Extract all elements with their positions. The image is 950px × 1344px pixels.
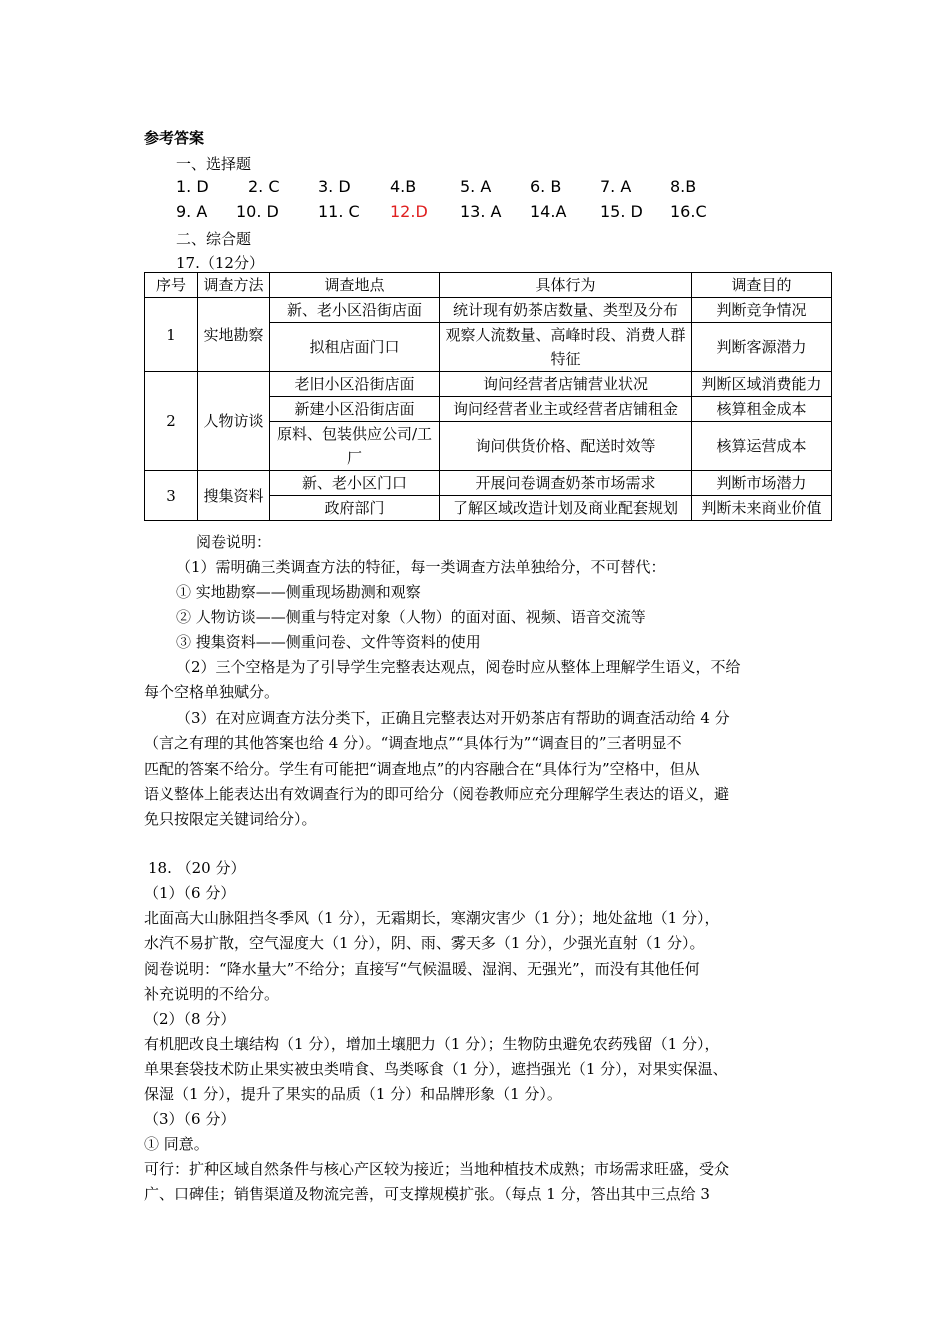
answer-line: 保湿（1 分），提升了果实的品质（1 分）和品牌形象（1 分）。 [144, 1085, 562, 1103]
answer-line: ① 同意。 [144, 1135, 209, 1153]
cell-place: 新建小区沿街店面 [270, 397, 440, 422]
cell-purpose: 核算运营成本 [692, 422, 832, 471]
cell-place: 拟租店面门口 [270, 323, 440, 372]
cell-purpose: 核算租金成本 [692, 397, 832, 422]
answer-item: 16.C [670, 202, 707, 221]
notes-heading: 阅卷说明： [196, 533, 272, 551]
survey-table [144, 272, 832, 521]
cell-purpose: 判断区域消费能力 [692, 372, 832, 397]
note-paragraph: （2）三个空格是为了引导学生完整表达观点，阅卷时应从整体上理解学生语义，不给 [176, 658, 741, 676]
answer-item: 15. D [600, 202, 643, 221]
cell-purpose: 判断未来商业价值 [692, 496, 832, 521]
answer-item: 8.B [670, 177, 697, 196]
cell-action: 询问供货价格、配送时效等 [440, 422, 692, 471]
answer-line: 广、口碑佳；销售渠道及物流完善，可支撑规模扩张。（每点 1 分，答出其中三点给 3 [144, 1185, 710, 1203]
answer-line: 水汽不易扩散，空气湿度大（1 分），阴、雨、雾天多（1 分），少强光直射（1 分）。 [144, 934, 705, 952]
note-method-2: ② 人物访谈——侧重与特定对象（人物）的面对面、视频、语音交流等 [176, 608, 646, 626]
answer-item-highlighted: 12.D [390, 202, 428, 221]
cell-place: 老旧小区沿街店面 [270, 372, 440, 397]
cell-method: 实地勘察 [198, 298, 270, 372]
cell-no: 3 [145, 471, 198, 521]
cell-action: 了解区域改造计划及商业配套规划 [440, 496, 692, 521]
note-paragraph: （1）需明确三类调查方法的特征，每一类调查方法单独给分，不可替代： [176, 558, 666, 576]
section-comprehensive-heading: 二、综合题 [176, 230, 252, 248]
answer-item: 5. A [460, 177, 492, 196]
answer-line: 有机肥改良土壤结构（1 分），增加土壤肥力（1 分）；生物防虫避免农药残留（1 分）， [144, 1035, 720, 1053]
table-header-cell: 调查方法 [198, 273, 270, 298]
note-method-3: ③ 搜集资料——侧重问卷、文件等资料的使用 [176, 633, 481, 651]
answer-item: 2. C [248, 177, 280, 196]
cell-method: 人物访谈 [198, 372, 270, 471]
note-paragraph: 每个空格单独赋分。 [144, 683, 280, 701]
table-row [145, 471, 832, 496]
table-row [145, 298, 832, 323]
q18-sub1-header: （1）（6 分） [144, 884, 236, 902]
answer-item: 6. B [530, 177, 562, 196]
q18-sub3-header: （3）（6 分） [144, 1110, 236, 1128]
answer-item: 1. D [176, 177, 209, 196]
table-header-cell: 序号 [145, 273, 198, 298]
table-header-cell: 调查地点 [270, 273, 440, 298]
cell-no: 1 [145, 298, 198, 372]
cell-no: 2 [145, 372, 198, 471]
cell-method: 搜集资料 [198, 471, 270, 521]
answer-item: 9. A [176, 202, 208, 221]
cell-place: 政府部门 [270, 496, 440, 521]
cell-purpose: 判断客源潜力 [692, 323, 832, 372]
table-row [145, 372, 832, 397]
q18-sub2-header: （2）（8 分） [144, 1010, 236, 1028]
answer-item: 11. C [318, 202, 360, 221]
cell-action: 开展问卷调查奶茶市场需求 [440, 471, 692, 496]
cell-place: 新、老小区沿街店面 [270, 298, 440, 323]
cell-place: 新、老小区门口 [270, 471, 440, 496]
answer-line: 单果套袋技术防止果实被虫类啃食、鸟类啄食（1 分），遮挡强光（1 分），对果实保温、 [144, 1060, 728, 1078]
cell-purpose: 判断竞争情况 [692, 298, 832, 323]
note-paragraph: （3）在对应调查方法分类下，正确且完整表达对开奶茶店有帮助的调查活动给 4 分 [176, 709, 730, 727]
q18-header: 18. （20 分） [148, 859, 246, 877]
note-method-1: ① 实地勘察——侧重现场勘测和观察 [176, 583, 421, 601]
answer-line: 北面高大山脉阻挡冬季风（1 分），无霜期长，寒潮灾害少（1 分）；地处盆地（1 分）， [144, 909, 720, 927]
page-title: 参考答案 [144, 129, 205, 147]
note-paragraph: 免只按限定关键词给分）。 [144, 810, 317, 828]
table-header-cell: 调查目的 [692, 273, 832, 298]
cell-action: 询问经营者店铺营业状况 [440, 372, 692, 397]
cell-action: 统计现有奶茶店数量、类型及分布 [440, 298, 692, 323]
table-header-row [145, 273, 832, 298]
cell-action: 观察人流数量、高峰时段、消费人群特征 [440, 323, 692, 372]
answer-item: 13. A [460, 202, 502, 221]
answer-line: 补充说明的不给分。 [144, 985, 280, 1003]
table-header-cell: 具体行为 [440, 273, 692, 298]
note-paragraph: （言之有理的其他答案也给 4 分）。“调查地点”“具体行为”“调查目的”三者明显不 [144, 734, 682, 752]
answer-item: 4.B [390, 177, 417, 196]
section-choice-heading: 一、选择题 [176, 155, 252, 173]
note-paragraph: 语义整体上能表达出有效调查行为的即可给分（阅卷教师应充分理解学生表达的语义，避 [144, 785, 730, 803]
cell-action: 询问经营者业主或经营者店铺租金 [440, 397, 692, 422]
answer-line: 阅卷说明：“降水量大”不给分；直接写“气候温暖、湿润、无强光”，而没有其他任何 [144, 960, 700, 978]
answer-item: 10. D [236, 202, 279, 221]
answer-item: 7. A [600, 177, 632, 196]
answer-item: 14.A [530, 202, 567, 221]
cell-purpose: 判断市场潜力 [692, 471, 832, 496]
answer-line: 可行：扩种区域自然条件与核心产区较为接近；当地种植技术成熟；市场需求旺盛，受众 [144, 1160, 730, 1178]
q17-header: 17.（12分） [176, 254, 264, 272]
answer-item: 3. D [318, 177, 351, 196]
note-paragraph: 匹配的答案不给分。学生有可能把“调查地点”的内容融合在“具体行为”空格中，但从 [144, 760, 700, 778]
cell-place: 原料、包装供应公司/工厂 [270, 422, 440, 471]
